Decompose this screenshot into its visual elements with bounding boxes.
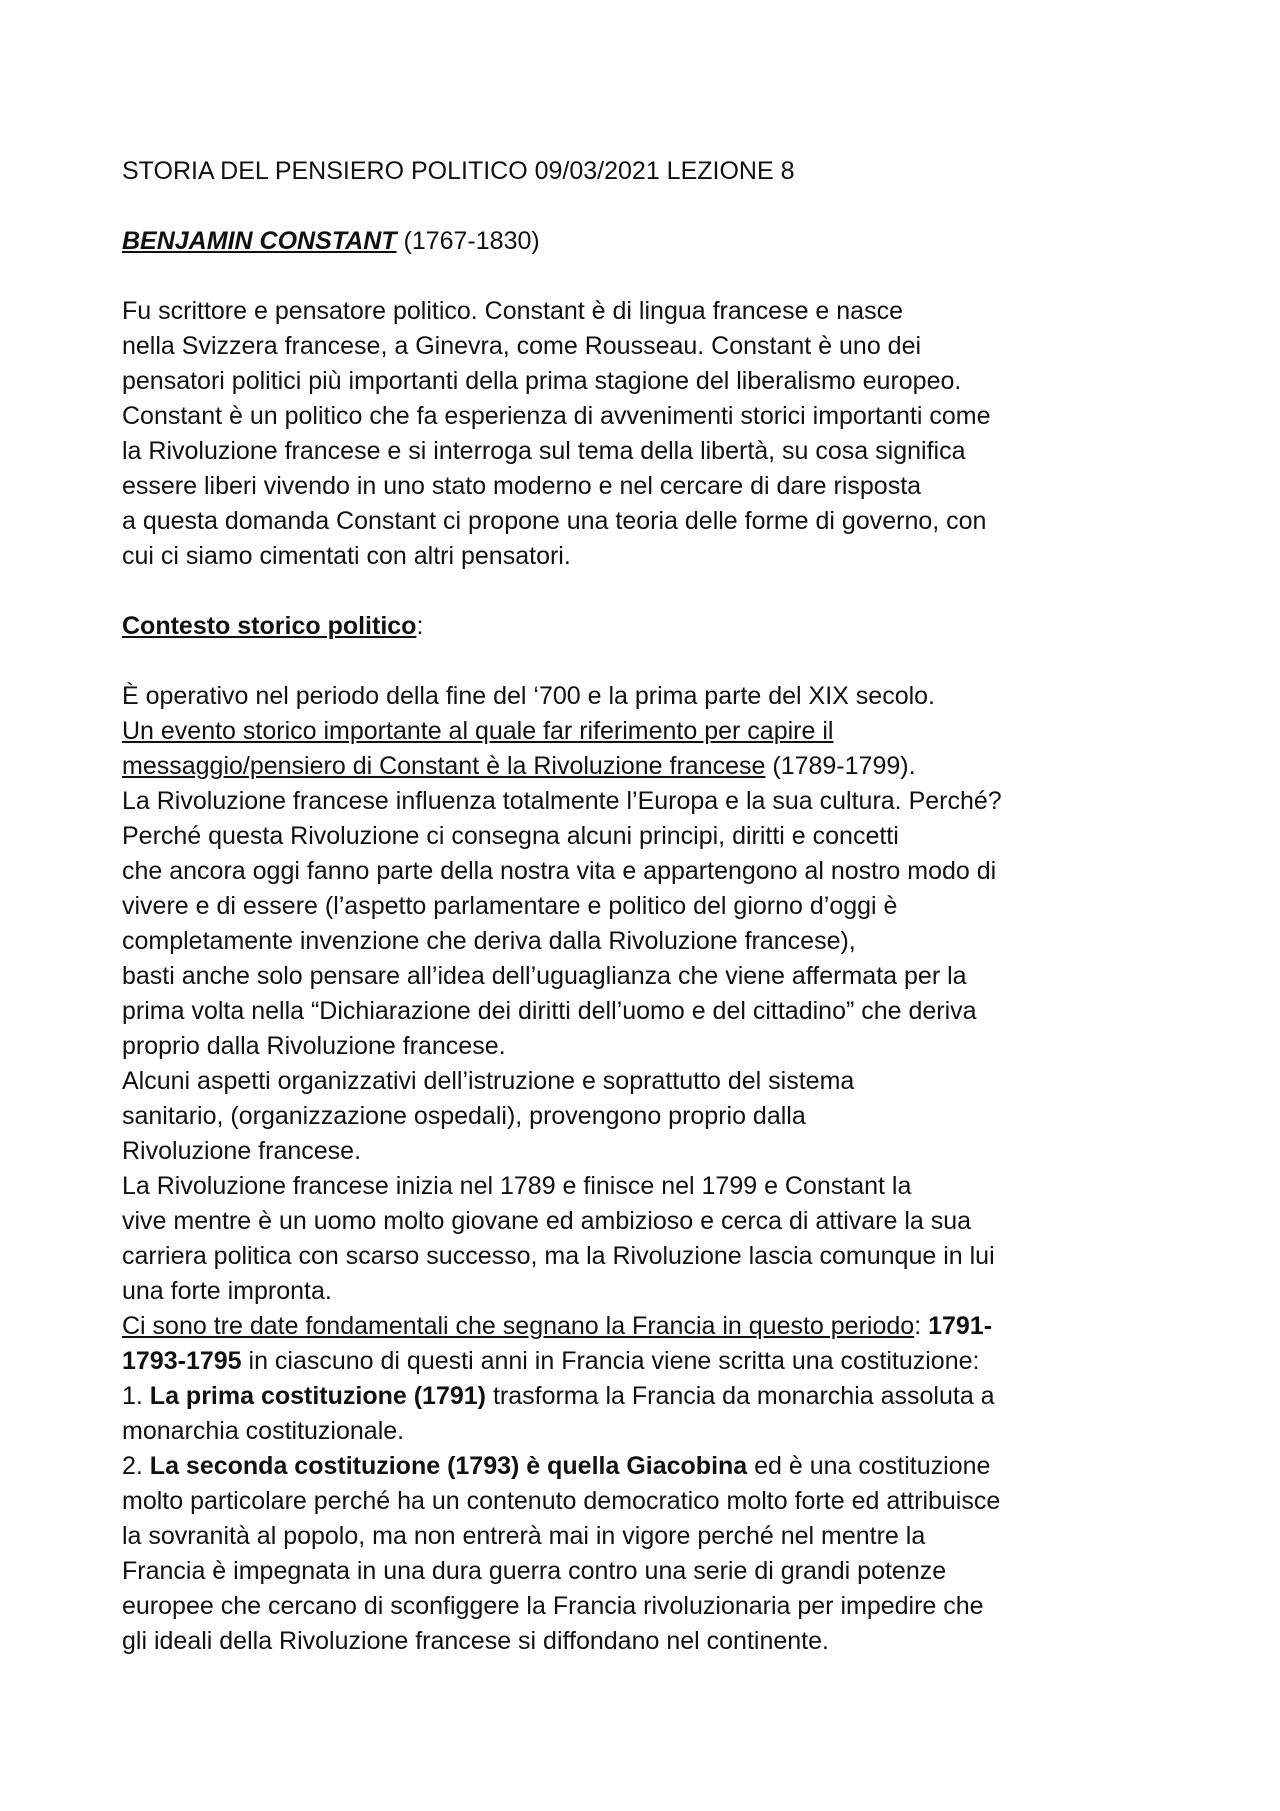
dates-line: [122, 1309, 1182, 1344]
underlined-text: messaggio/pensiero di Constant è la Rivoluzione francese: [122, 752, 766, 780]
list-number: 1.: [122, 1382, 150, 1410]
author-name: BENJAMIN CONSTANT: [122, 227, 397, 255]
list-number: 2.: [122, 1452, 150, 1480]
underlined-line: Un evento storico importante al quale far riferimento per capire il: [122, 717, 834, 745]
body-line: carriera politica con scarso successo, ma la Rivoluzione lascia comunque in lui: [122, 1242, 995, 1270]
section-colon: :: [416, 612, 424, 640]
list-item-1-cont: monarchia costituzionale.: [122, 1417, 405, 1445]
list-item-text: ed è una costituzione: [747, 1452, 991, 1480]
list-item-2-cont: molto particolare perché ha un contenuto democratico molto forte ed attribuisce: [122, 1487, 1001, 1515]
document-page: [122, 154, 1182, 1659]
intro-line: Constant è un politico che fa esperienza di avvenimenti storici importanti come: [122, 402, 991, 430]
body-line: vive mentre è un uomo molto giovane ed ambizioso e cerca di attivare la sua: [122, 1207, 972, 1235]
body-line: basti anche solo pensare all’idea dell’uguaglianza che viene affermata per la: [122, 962, 967, 990]
body-line: una forte impronta.: [122, 1277, 332, 1305]
list-item-2-cont: la sovranità al popolo, ma non entrerà mai in vigore perché nel mentre la: [122, 1522, 926, 1550]
revolution-dates: (1789-1799).: [765, 752, 916, 780]
list-item-text: trasforma la Francia da monarchia assoluta a: [486, 1382, 995, 1410]
intro-line: cui ci siamo cimentati con altri pensatori.: [122, 542, 571, 570]
body-line: La Rivoluzione francese influenza totalmente l’Europa e la sua cultura. Perché?: [122, 787, 1002, 815]
list-item-2-cont: gli ideali della Rivoluzione francese si diffondano nel continente.: [122, 1627, 829, 1655]
intro-line: Fu scrittore e pensatore politico. Constant è di lingua francese e nasce: [122, 297, 903, 325]
document-header: STORIA DEL PENSIERO POLITICO 09/03/2021 LEZIONE 8: [122, 157, 795, 185]
body-line: Alcuni aspetti organizzativi dell’istruzione e soprattutto del sistema: [122, 1067, 855, 1095]
spacer: [122, 259, 1182, 294]
body-line: Perché questa Rivoluzione ci consegna alcuni principi, diritti e concetti: [122, 822, 899, 850]
list-item-1: [122, 1379, 1182, 1414]
list-item-bold: La seconda costituzione (1793) è quella Giacobina: [149, 1452, 748, 1480]
dates-line: [122, 1344, 1182, 1379]
dates-colon: :: [914, 1312, 929, 1340]
intro-line: a questa domanda Constant ci propone una teoria delle forme di governo, con: [122, 507, 987, 535]
body-line: sanitario, (organizzazione ospedali), provengono proprio dalla: [122, 1102, 806, 1130]
intro-line: essere liberi vivendo in uno stato moderno e nel cercare di dare risposta: [122, 472, 922, 500]
intro-line: la Rivoluzione francese e si interroga sul tema della libertà, su cosa significa: [122, 437, 966, 465]
dates-bold: 1791-: [928, 1312, 993, 1340]
author-heading: [122, 224, 1182, 259]
author-dates: (1767-1830): [396, 227, 540, 255]
section-title: Contesto storico politico: [122, 612, 417, 640]
list-item-bold: La prima costituzione (1791): [149, 1382, 486, 1410]
dates-intro: Ci sono tre date fondamentali che segnano la Francia in questo periodo: [122, 1312, 915, 1340]
intro-line: nella Svizzera francese, a Ginevra, come Rousseau. Constant è uno dei: [122, 332, 922, 360]
body-line: vivere e di essere (l’aspetto parlamentare e politico del giorno d’oggi è: [122, 892, 898, 920]
body-line: La Rivoluzione francese inizia nel 1789 e finisce nel 1799 e Constant la: [122, 1172, 912, 1200]
intro-line: pensatori politici più importanti della prima stagione del liberalismo europeo.: [122, 367, 962, 395]
dates-bold: 1793-1795: [122, 1347, 242, 1375]
list-item-2-cont: europee che cercano di sconfiggere la Francia rivoluzionaria per impedire che: [122, 1592, 984, 1620]
body-line: proprio dalla Rivoluzione francese.: [122, 1032, 506, 1060]
body-line: Rivoluzione francese.: [122, 1137, 362, 1165]
body-line: [122, 749, 1182, 784]
section-heading: [122, 609, 1182, 644]
list-item-2-cont: Francia è impegnata in una dura guerra contro una serie di grandi potenze: [122, 1557, 947, 1585]
body-line: prima volta nella “Dichiarazione dei diritti dell’uomo e del cittadino” che deriva: [122, 997, 977, 1025]
dates-rest: in ciascuno di questi anni in Francia viene scritta una costituzione:: [241, 1347, 980, 1375]
list-item-2: [122, 1449, 1182, 1484]
body-line: completamente invenzione che deriva dalla Rivoluzione francese),: [122, 927, 856, 955]
spacer: [122, 574, 1182, 609]
body-line: che ancora oggi fanno parte della nostra vita e appartengono al nostro modo di: [122, 857, 997, 885]
spacer: [122, 189, 1182, 224]
spacer: [122, 644, 1182, 679]
body-line: È operativo nel periodo della fine del ‘700 e la prima parte del XIX secolo.: [122, 682, 936, 710]
